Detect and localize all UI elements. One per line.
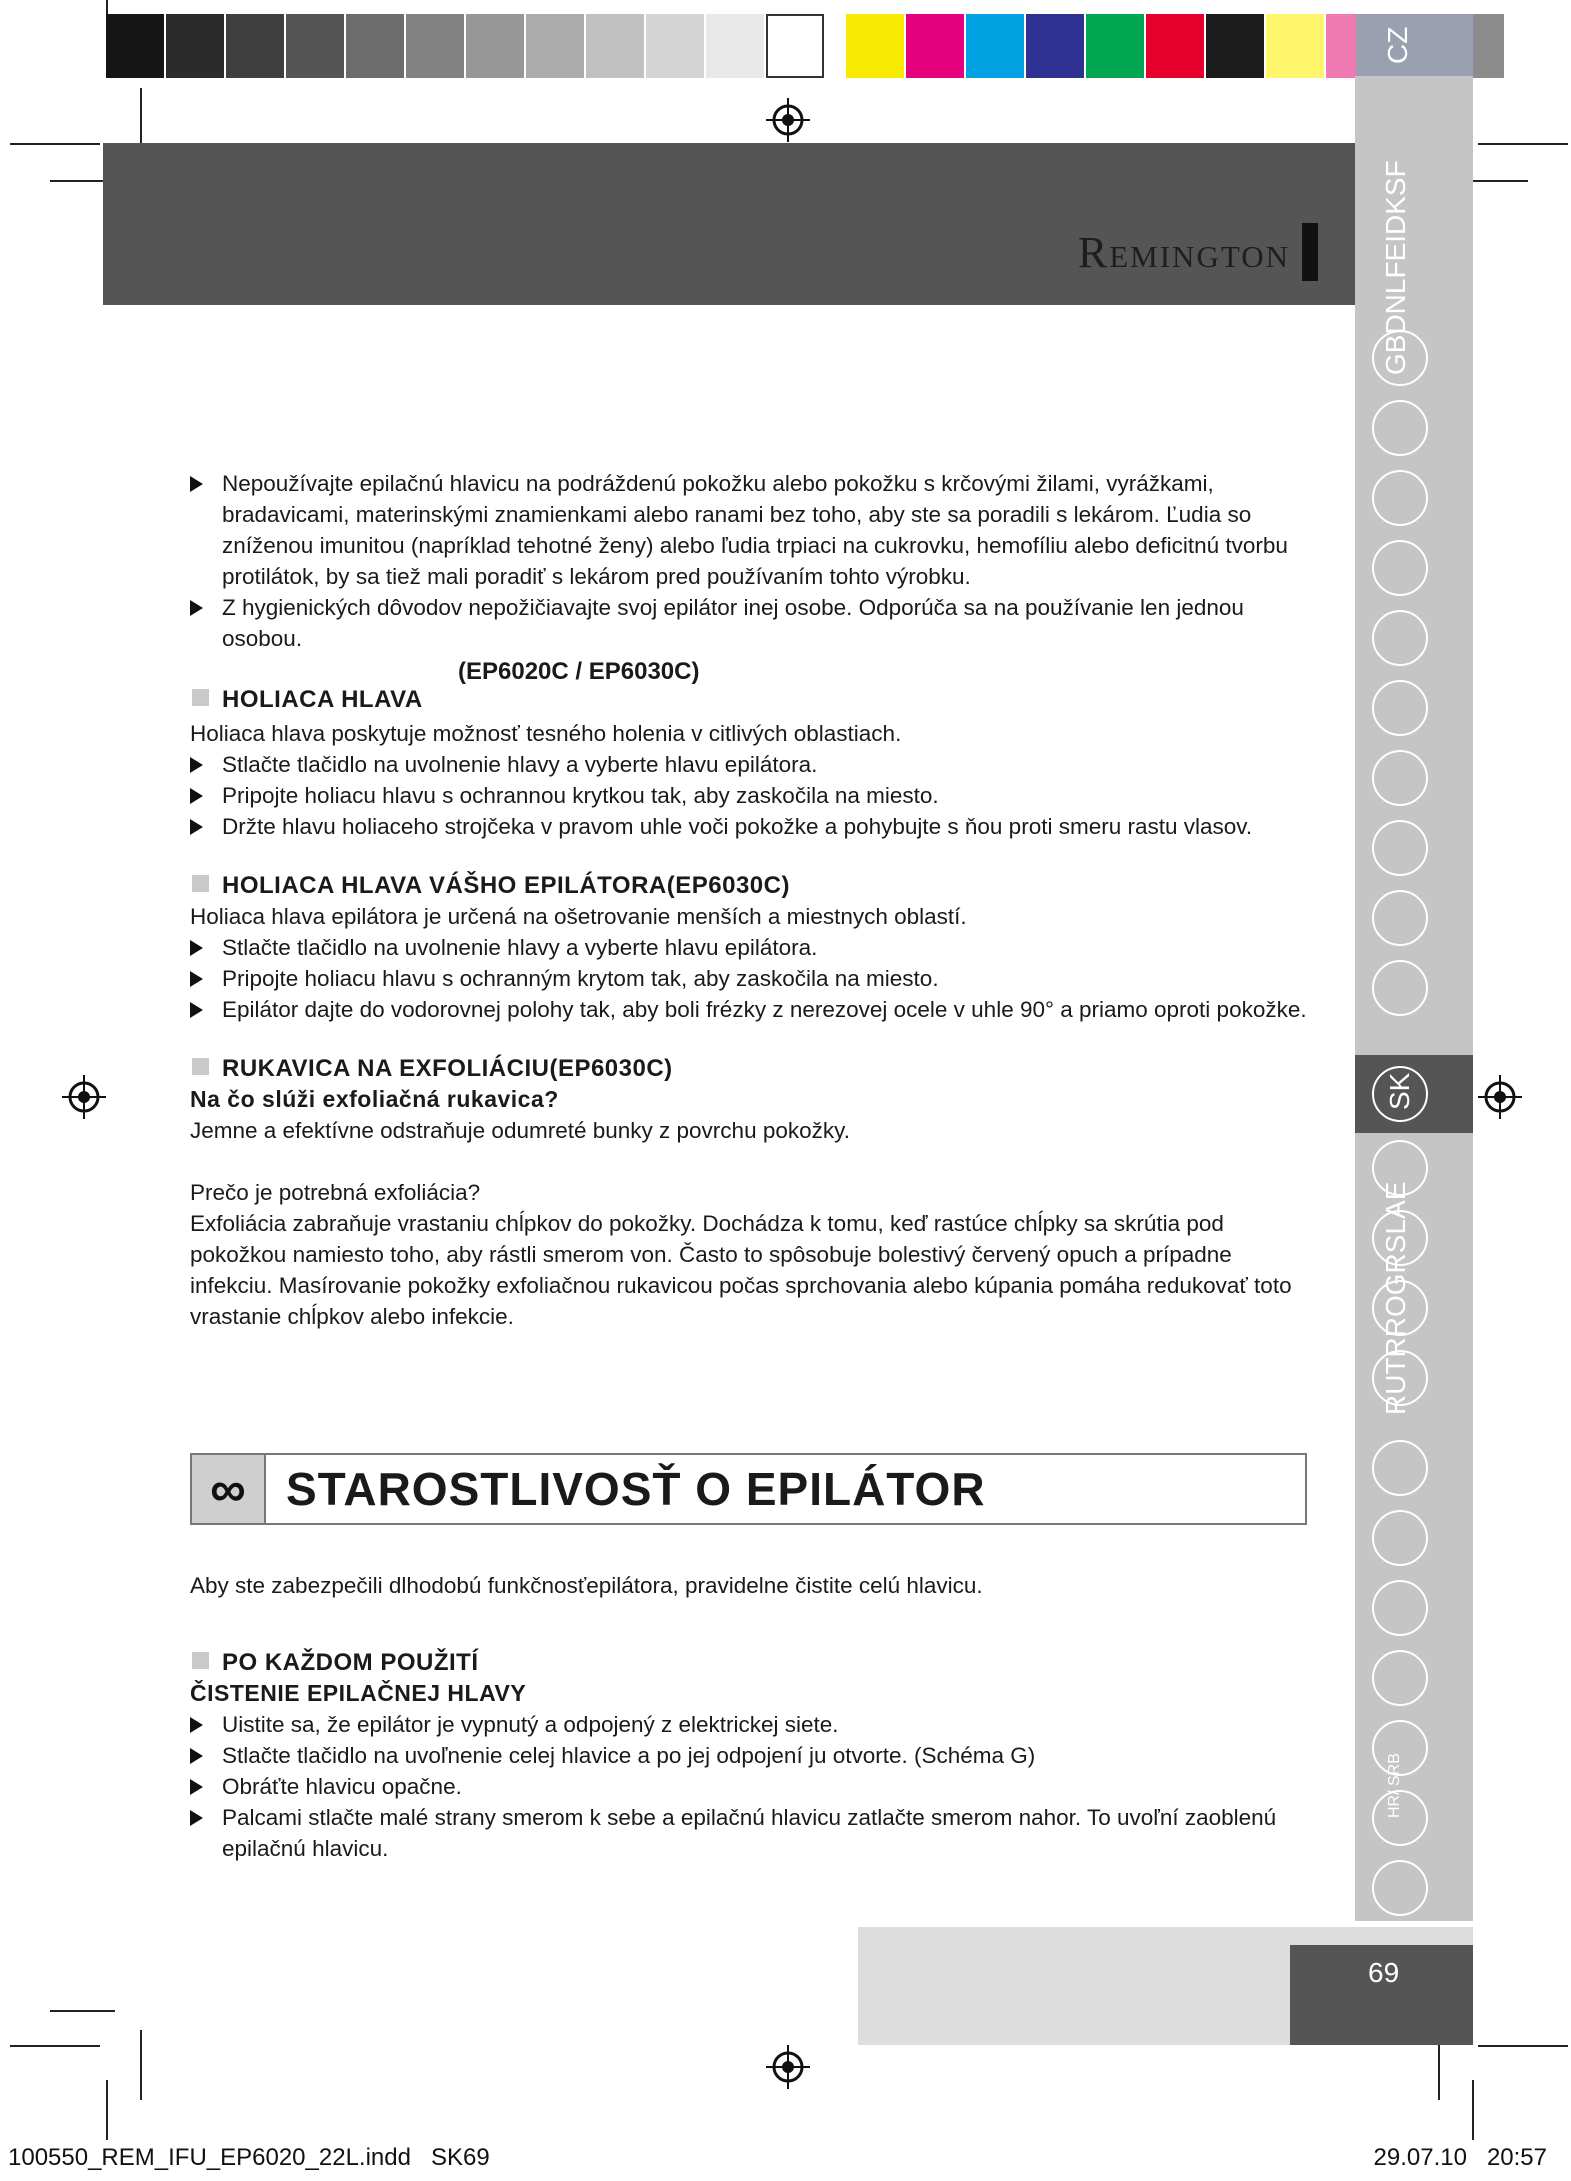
bullet-item xyxy=(190,468,1310,592)
bullet-item xyxy=(190,1740,1310,1771)
section-square-icon xyxy=(192,1058,209,1075)
main-content xyxy=(190,468,1310,1332)
language-tab-circle[interactable] xyxy=(1372,470,1428,526)
language-tab-circle[interactable] xyxy=(1372,680,1428,736)
language-tab-circle[interactable] xyxy=(1372,1790,1428,1846)
bullet-text: Stlačte tlačidlo na uvolnenie hlavy a vyberte hlavu epilátora. xyxy=(222,752,818,777)
crop-mark xyxy=(106,0,108,14)
color-swatch xyxy=(706,14,764,78)
crop-mark xyxy=(1478,2045,1568,2047)
section-epilator-shaver-heading xyxy=(190,870,1310,901)
registration-mark-icon xyxy=(62,1075,106,1119)
crop-mark xyxy=(50,2010,115,2012)
bullet-text: Pripojte holiacu hlavu s ochrannou krytkou tak, aby zaskočila na miesto. xyxy=(222,783,939,808)
section-square-icon xyxy=(192,1652,209,1669)
bullet-item xyxy=(190,1709,1310,1740)
tab-language-group-bottom[interactable]: RUTRROGRSLAE xyxy=(1380,1181,1411,1415)
after-use-title: PO KAŽDOM POUŽITÍ xyxy=(222,1649,479,1676)
bullet-item xyxy=(190,780,1310,811)
bullet-text: Držte hlavu holiaceho strojčeka v pravom uhle voči pokožke a pohybujte s ňou proti smeru rastu vlasov. xyxy=(222,814,1253,839)
language-tab-circle[interactable] xyxy=(1372,1510,1428,1566)
bullet-triangle-icon xyxy=(190,1717,203,1733)
color-swatch xyxy=(286,14,344,78)
why-question: Prečo je potrebná exfoliácia? xyxy=(190,1180,481,1205)
bullet-text: Nepoužívajte epilačnú hlavicu na podráždenú pokožku alebo pokožku s krčovými žilami, vyrážkami, bradavicami, materinskými znamienkami alebo ranami bez toho, aby ste sa poradili s lekárom. Ľudia so zníženou imunitou (napríklad tehotné ženy) alebo ľudia trpiaci na cukrovku, hemofíliu alebo deficitnú tvorbu protilátok, by sa tiež mali poradiť s lekárom pred používaním tohto výrobku. xyxy=(222,471,1288,589)
footer-filename: 100550_REM_IFU_EP6020_22L.indd SK69 xyxy=(8,2144,490,2171)
brand-logo xyxy=(1078,223,1318,281)
color-swatch xyxy=(966,14,1024,78)
bullet-item xyxy=(190,994,1310,1025)
crop-mark xyxy=(140,2030,142,2100)
language-tab-circle[interactable] xyxy=(1372,400,1428,456)
language-tab-circle[interactable] xyxy=(1372,1280,1428,1336)
color-swatch xyxy=(1026,14,1084,78)
language-tab-circle[interactable] xyxy=(1372,330,1428,386)
color-swatch xyxy=(1146,14,1204,78)
bullet-item xyxy=(190,1771,1310,1802)
bullet-triangle-icon xyxy=(190,1779,203,1795)
color-swatch xyxy=(586,14,644,78)
care-title: STAROSTLIVOSŤ O EPILÁTOR xyxy=(286,1463,986,1515)
care-intro: Aby ste zabezpečili dlhodobú funkčnosťepilátora, pravidelne čistite celú hlavicu. xyxy=(190,1573,983,1598)
language-tab-circle[interactable] xyxy=(1372,1720,1428,1776)
language-tab-circle[interactable] xyxy=(1372,890,1428,946)
bullet-triangle-icon xyxy=(190,971,203,987)
color-swatch xyxy=(526,14,584,78)
color-swatch xyxy=(106,14,164,78)
bullet-triangle-icon xyxy=(190,1748,203,1764)
bullet-triangle-icon xyxy=(190,819,203,835)
page-number: 69 xyxy=(1368,1957,1400,1988)
crop-mark xyxy=(140,88,142,148)
bullet-text: Z hygienických dôvodov nepožičiavajte svoj epilátor inej osobe. Odporúča sa na používanie len jednou osobou. xyxy=(222,595,1244,651)
registration-mark-icon xyxy=(766,2045,810,2089)
crop-mark xyxy=(1472,2080,1474,2140)
section-shaver-heading xyxy=(190,656,1310,718)
bullet-text: Palcami stlačte malé strany smerom k sebe a epilačnú hlavicu zatlačte smerom nahor. To uvoľní zaoblenú epilačnú hlavicu. xyxy=(222,1805,1277,1861)
bullet-triangle-icon xyxy=(190,940,203,956)
page-number-box xyxy=(1290,1945,1473,2045)
section-after-use-heading xyxy=(190,1647,1310,1678)
bullet-item xyxy=(190,749,1310,780)
registration-mark-icon xyxy=(766,98,810,142)
shaver-title xyxy=(190,684,1310,715)
tab-cz[interactable]: CZ xyxy=(1382,26,1413,64)
glove-title: RUKAVICA NA EXFOLIÁCIU xyxy=(222,1055,550,1082)
shaver-title-text: HOLIACA HLAVA xyxy=(222,686,423,713)
glove-answer: Jemne a efektívne odstraňuje odumreté bunky z povrchu pokožky. xyxy=(190,1118,850,1143)
color-swatch xyxy=(166,14,224,78)
bullet-triangle-icon xyxy=(190,757,203,773)
color-calibration-bar xyxy=(106,14,1474,78)
glove-question: Na čo slúži exfoliačná rukavica? xyxy=(190,1086,559,1112)
bullet-text: Stlačte tlačidlo na uvoľnenie celej hlavice a po jej odpojení ju otvorte. (Schéma G) xyxy=(222,1743,1036,1768)
bullet-item xyxy=(190,1802,1310,1864)
bullet-triangle-icon xyxy=(190,1810,203,1826)
why-answer: Exfoliácia zabraňuje vrastaniu chĺpkov do pokožky. Dochádza k tomu, keď rastúce chĺpky sa skrútia pod pokožkou namiesto toho, aby rástli smerom von. Často to spôsobuje bolestivý červený opuch a prípadne infekciu. Masírovanie pokožky exfoliačnou rukavicou počas sprchovania alebo kúpania pomáha redukovať toto vrastanie chĺpkov alebo infekcie. xyxy=(190,1211,1292,1329)
tab-hr-srb[interactable]: HR/ SRB xyxy=(1386,1753,1403,1818)
bullet-text: Uistite sa, že epilátor je vypnutý a odpojený z elektrickej siete. xyxy=(222,1712,839,1737)
language-tab-circle[interactable] xyxy=(1372,820,1428,876)
cleaning-title: ČISTENIE EPILAČNEJ HLAVY xyxy=(190,1680,527,1706)
bullet-text: Pripojte holiacu hlavu s ochranným krytom tak, aby zaskočila na miesto. xyxy=(222,966,939,991)
epilator-shaver-text: Holiaca hlava epilátora je určená na ošetrovanie menších a miestnych oblastí. xyxy=(190,904,967,929)
language-tab-circle[interactable] xyxy=(1372,1210,1428,1266)
color-swatch xyxy=(846,14,904,78)
epilator-shaver-model: (EP6030C) xyxy=(666,872,790,899)
color-swatch xyxy=(646,14,704,78)
tab-cz-bg xyxy=(1355,14,1473,76)
language-tab-circle[interactable] xyxy=(1372,1650,1428,1706)
color-swatch xyxy=(346,14,404,78)
language-tab-circle[interactable] xyxy=(1372,540,1428,596)
color-swatch xyxy=(906,14,964,78)
color-swatch xyxy=(466,14,524,78)
language-tab-circle[interactable] xyxy=(1372,1580,1428,1636)
bullet-text: Epilátor dajte do vodorovnej polohy tak, aby boli frézky z nerezovej ocele v uhle 90° a priamo oproti pokožke. xyxy=(222,997,1307,1022)
bullet-item xyxy=(190,811,1310,842)
language-tab-circle[interactable] xyxy=(1372,1860,1428,1916)
bullet-triangle-icon xyxy=(190,600,203,616)
color-swatch xyxy=(766,14,824,78)
glove-model: (EP6030C) xyxy=(549,1055,673,1082)
bullet-text: Obráťte hlavicu opačne. xyxy=(222,1774,462,1799)
bullet-item xyxy=(190,592,1310,654)
crop-mark xyxy=(10,143,100,145)
shaver-model: (EP6020C / EP6030C) xyxy=(458,658,700,685)
section-square-icon xyxy=(192,689,209,706)
crop-mark xyxy=(106,2080,108,2140)
infinity-icon: ∞ xyxy=(192,1455,266,1523)
section-square-icon xyxy=(192,875,209,892)
crop-mark xyxy=(1478,143,1568,145)
section-glove-heading xyxy=(190,1053,1310,1084)
color-swatch xyxy=(1206,14,1264,78)
language-tab-circle[interactable] xyxy=(1372,960,1428,1016)
language-tab-circle[interactable] xyxy=(1372,750,1428,806)
language-tab-circle[interactable] xyxy=(1372,1350,1428,1406)
brand-name: Remington xyxy=(1077,227,1290,277)
color-swatch xyxy=(1086,14,1144,78)
color-swatch xyxy=(406,14,464,78)
care-heading-box xyxy=(190,1453,1307,1525)
color-swatch xyxy=(1266,14,1324,78)
shaver-text: Holiaca hlava poskytuje možnosť tesného holenia v citlivých oblastiach. xyxy=(190,721,902,746)
epilator-shaver-title: HOLIACA HLAVA VÁŠHO EPILÁTORA xyxy=(222,872,667,899)
bullet-triangle-icon xyxy=(190,476,203,492)
tab-language-group-top[interactable]: GBDNLFEIDKSF xyxy=(1380,160,1411,375)
crop-mark xyxy=(10,2045,100,2047)
bullet-triangle-icon xyxy=(190,1002,203,1018)
bullet-triangle-icon xyxy=(190,788,203,804)
brand-bar-icon xyxy=(1302,223,1318,281)
footer-date: 29.07.10 20:57 xyxy=(1373,2144,1547,2171)
language-tab-circle[interactable] xyxy=(1372,610,1428,666)
bullet-item xyxy=(190,932,1310,963)
tab-sk[interactable]: SK xyxy=(1384,1072,1415,1110)
bullet-text: Stlačte tlačidlo na uvolnenie hlavy a vyberte hlavu epilátora. xyxy=(222,935,818,960)
color-swatch xyxy=(226,14,284,78)
bullet-item xyxy=(190,963,1310,994)
care-section xyxy=(190,1570,1310,1864)
language-tab-circle[interactable] xyxy=(1372,1440,1428,1496)
header-band xyxy=(103,143,1373,305)
registration-mark-icon xyxy=(1478,1075,1522,1119)
language-tab-circle[interactable] xyxy=(1372,1140,1428,1196)
